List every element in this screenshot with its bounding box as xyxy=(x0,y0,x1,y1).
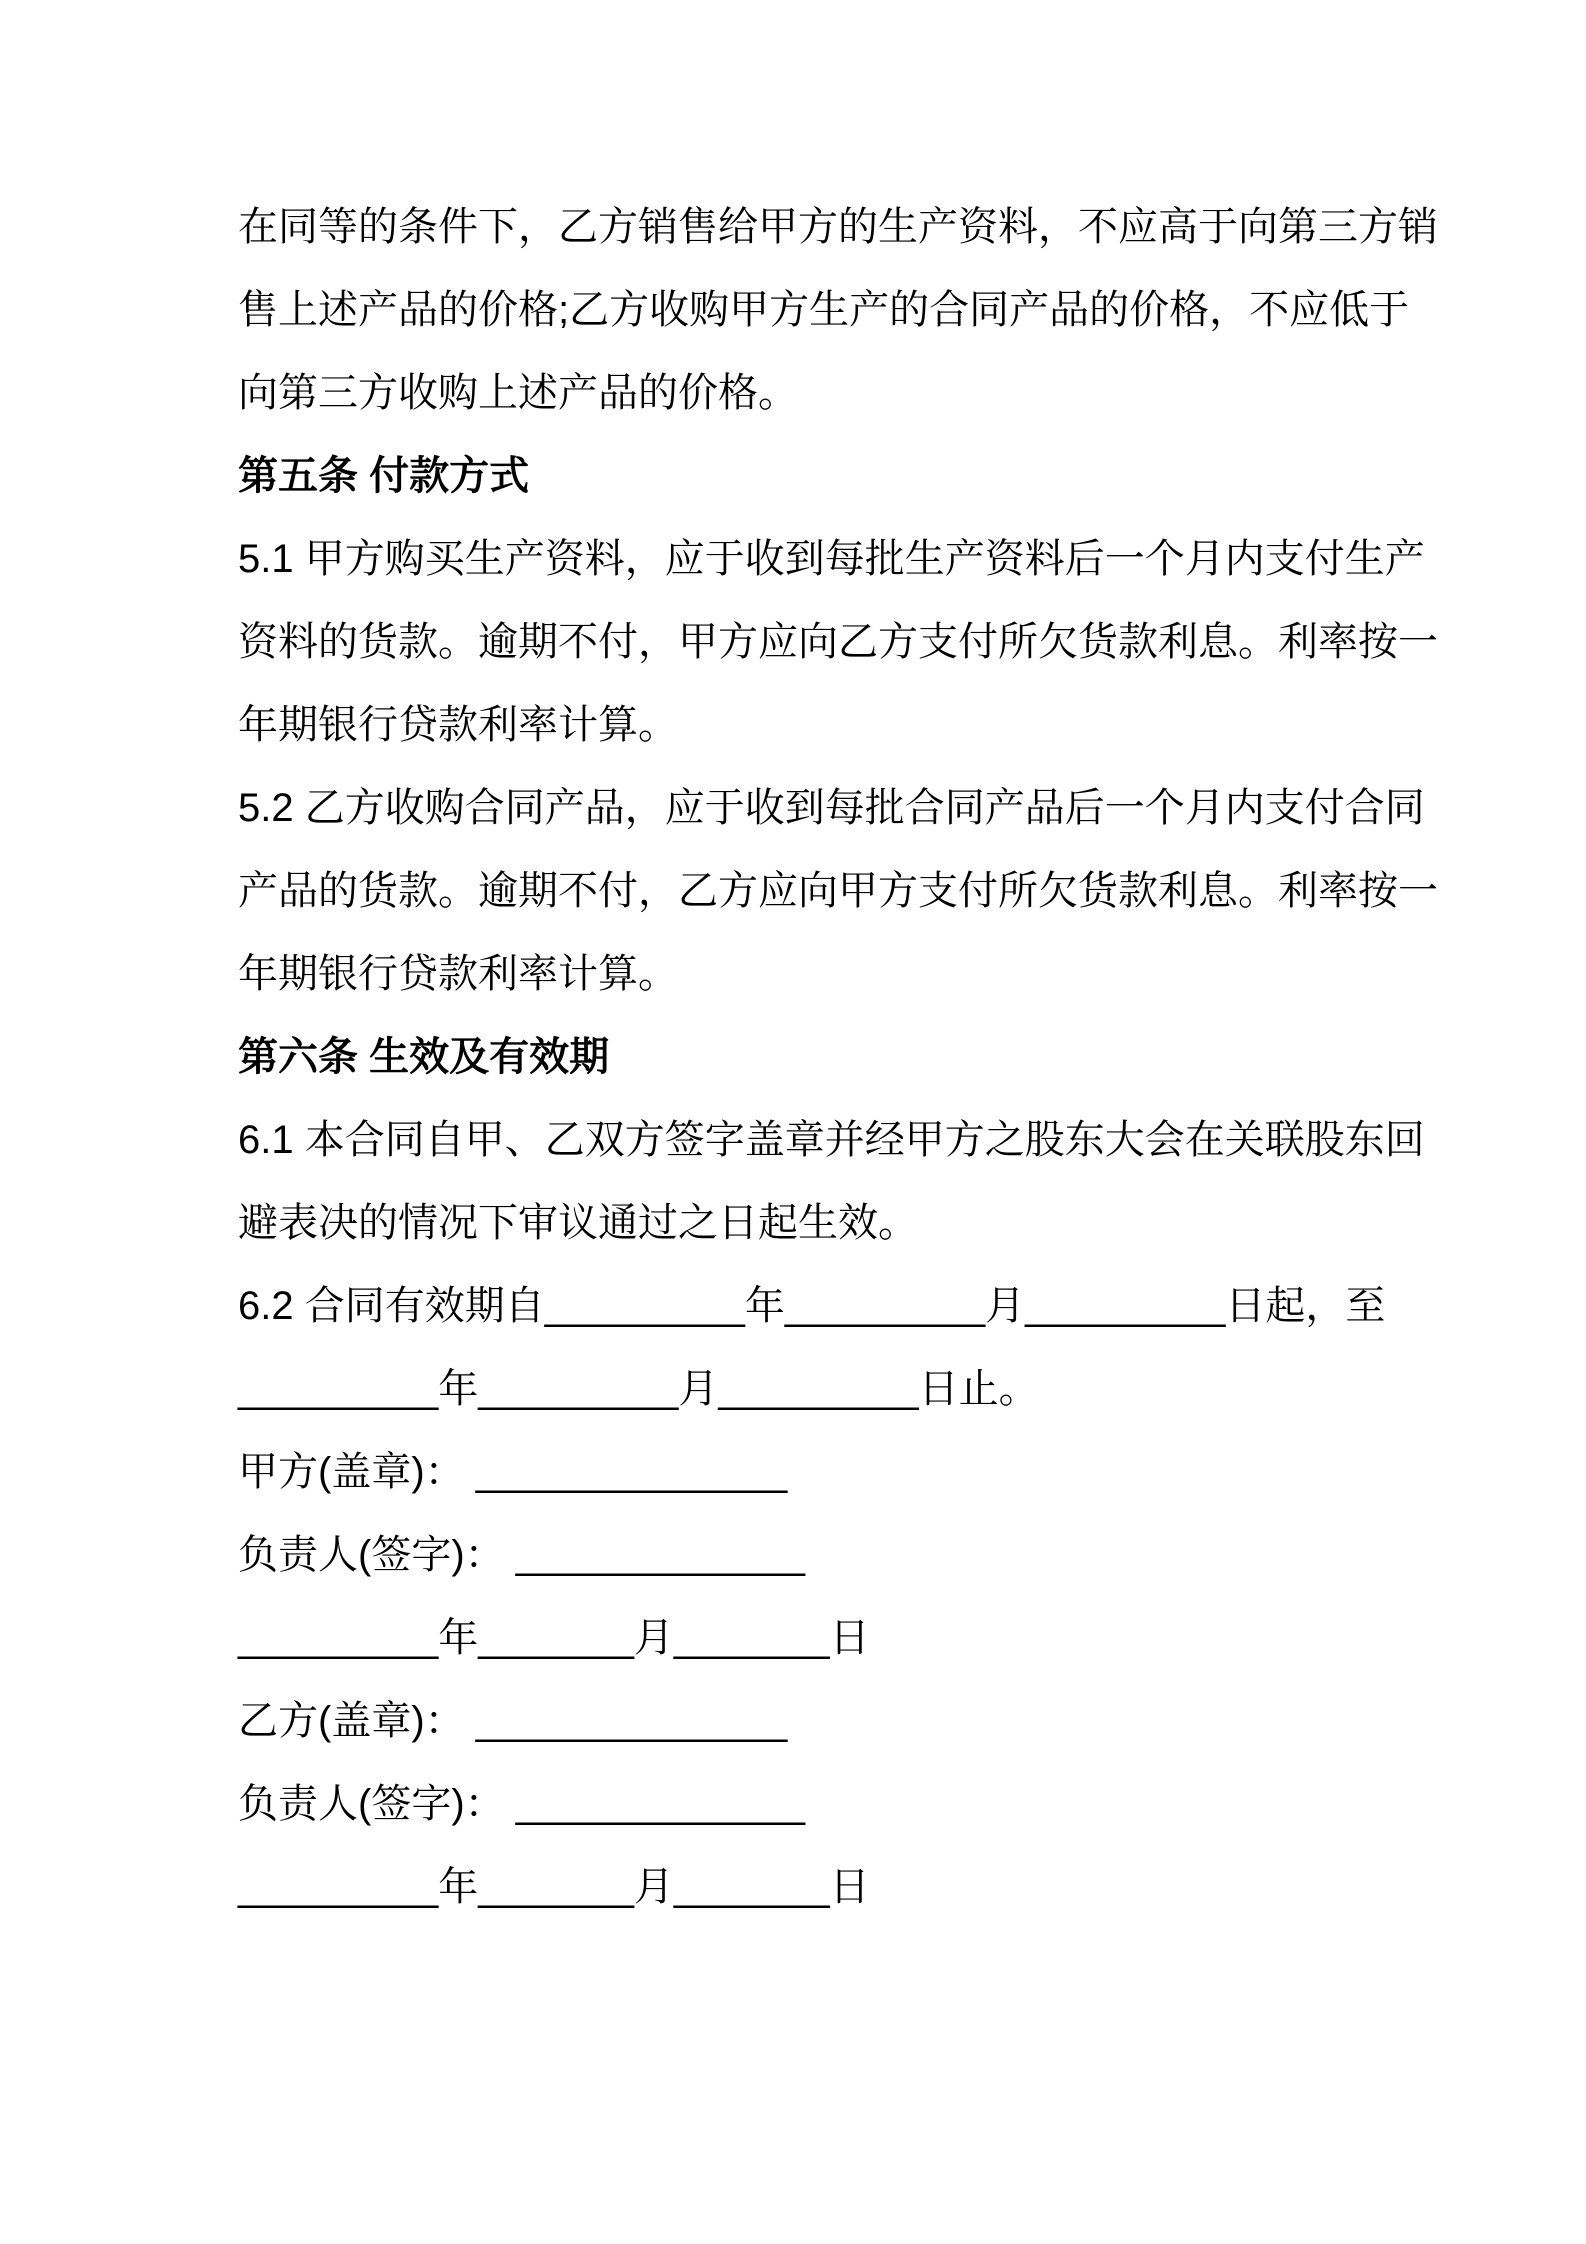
clause-6-1-line-1: 6.1 本合同自甲、乙双方签字盖章并经甲方之股东大会在关联股东回 xyxy=(238,1118,1425,1162)
clause-5-1-line-3: 年期银行贷款利率计算。 xyxy=(238,703,678,747)
clause-4-continuation-line-1: 在同等的条件下，乙方销售给甲方的生产资料，不应高于向第三方销 xyxy=(238,205,1438,249)
clause-5-2-line-2: 产品的货款。逾期不付，乙方应向甲方支付所欠货款利息。利率按一 xyxy=(238,869,1438,913)
party-a-date-line: _________年_______月_______日 xyxy=(238,1616,870,1660)
clause-5-2-line-3: 年期银行贷款利率计算。 xyxy=(238,952,678,996)
clause-4-continuation-line-2: 售上述产品的价格;乙方收购甲方生产的合同产品的价格，不应低于 xyxy=(238,288,1410,332)
clause-5-2-line-1: 5.2 乙方收购合同产品，应于收到每批合同产品后一个月内支付合同 xyxy=(238,786,1425,830)
clause-6-1-line-2: 避表决的情况下审议通过之日起生效。 xyxy=(238,1201,918,1245)
clause-4-continuation-line-3: 向第三方收购上述产品的价格。 xyxy=(238,371,798,415)
party-b-signer-line: 负责人(签字)： _____________ xyxy=(238,1782,805,1826)
clause-5-1-line-2: 资料的货款。逾期不付，甲方应向乙方支付所欠货款利息。利率按一 xyxy=(238,620,1438,664)
party-b-seal-line: 乙方(盖章)： ______________ xyxy=(238,1699,788,1743)
article-5-heading: 第五条 付款方式 xyxy=(238,454,530,498)
party-a-seal-line: 甲方(盖章)： ______________ xyxy=(238,1450,788,1494)
clause-5-1-line-1: 5.1 甲方购买生产资料，应于收到每批生产资料后一个月内支付生产 xyxy=(238,537,1425,581)
party-b-date-line: _________年_______月_______日 xyxy=(238,1865,870,1909)
clause-6-2-line-2: _________年_________月_________日止。 xyxy=(238,1367,1039,1411)
clause-6-2-line-1: 6.2 合同有效期自_________年_________月_________日起，至 xyxy=(238,1284,1386,1328)
article-6-heading: 第六条 生效及有效期 xyxy=(238,1035,610,1079)
party-a-signer-line: 负责人(签字)： _____________ xyxy=(238,1533,805,1577)
